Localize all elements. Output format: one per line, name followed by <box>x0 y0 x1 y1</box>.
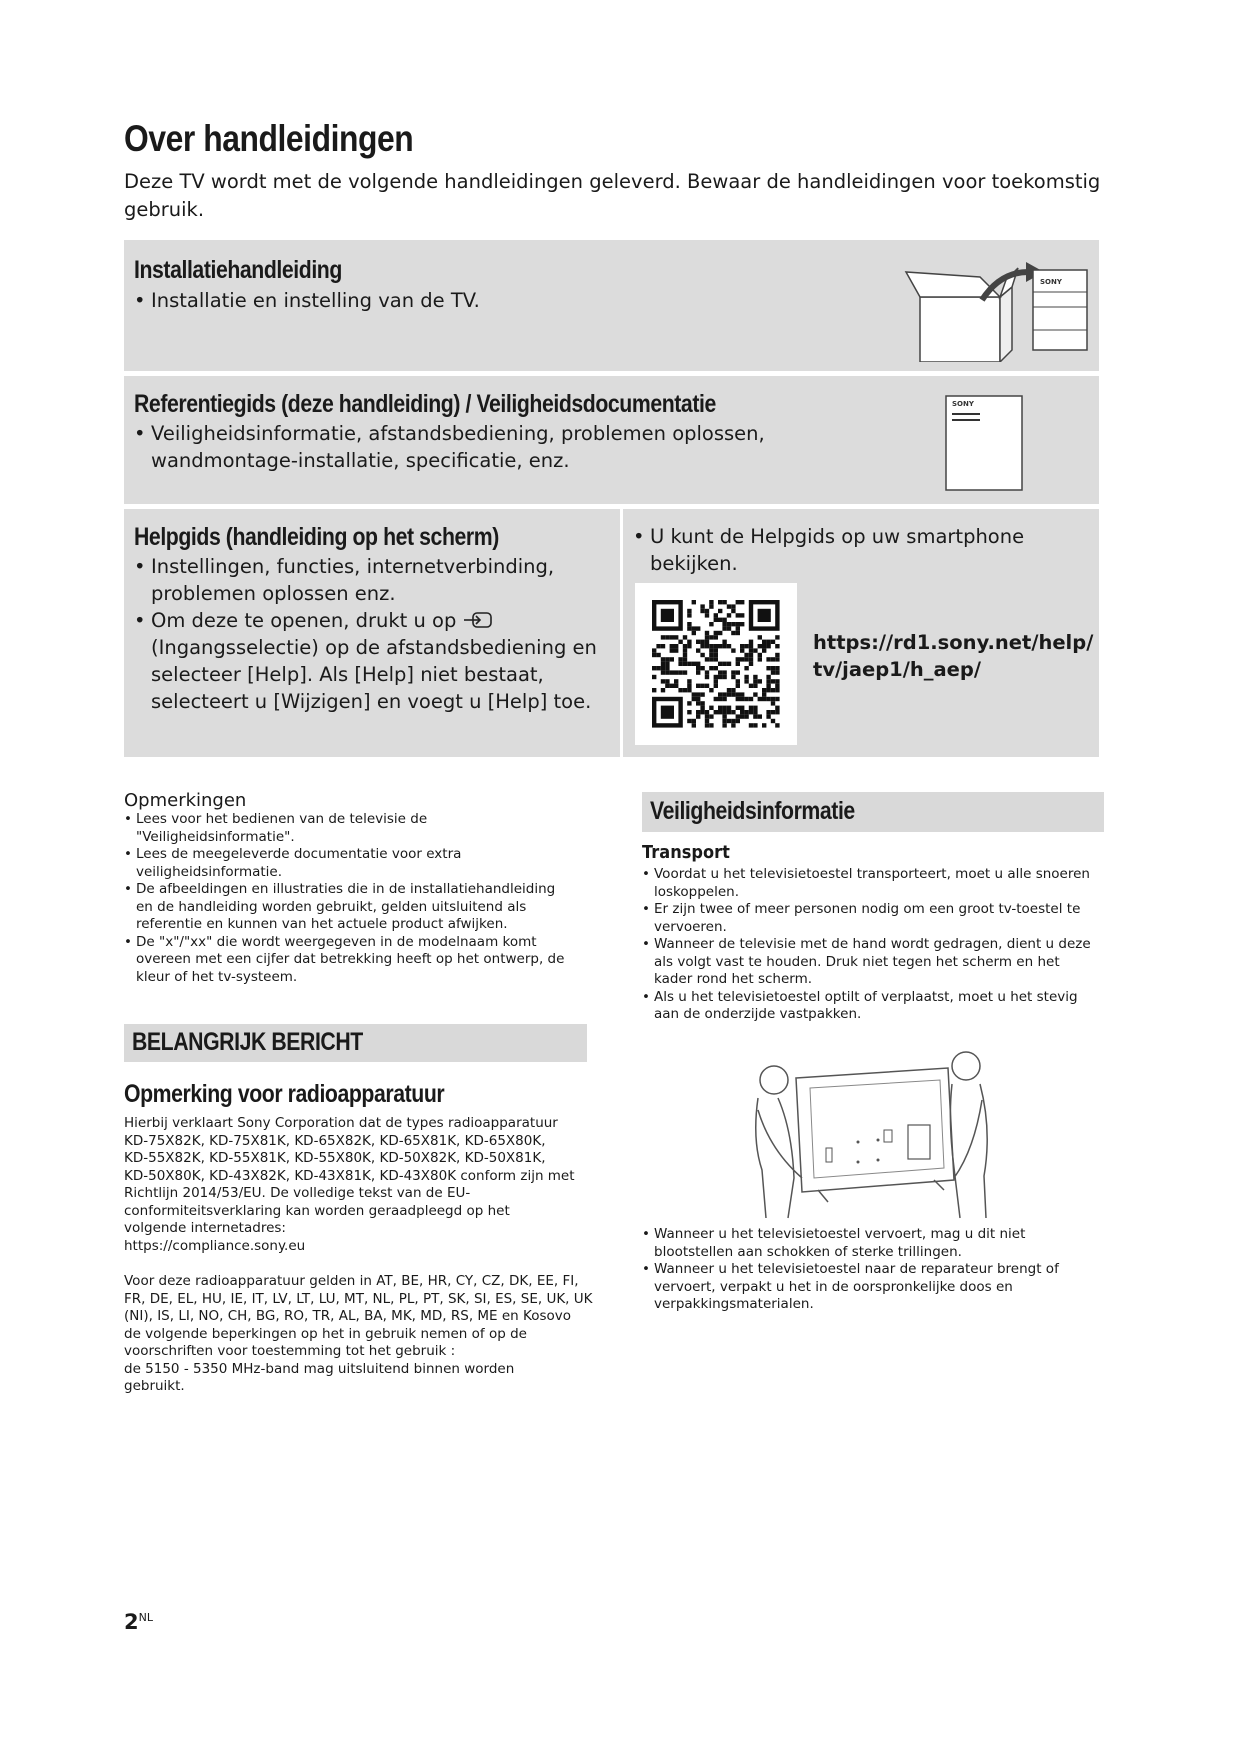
installation-bullet: • Installatie en instelling van de TV. <box>134 287 480 314</box>
qr-code[interactable] <box>635 583 797 745</box>
booklet-brand: SONY <box>952 400 974 408</box>
input-select-icon <box>463 610 493 630</box>
radio-heading: Opmerking voor radioapparatuur <box>124 1080 445 1108</box>
text-line: de volgende beperkingen op het in gebruik nemen of op de <box>124 1325 527 1342</box>
list-item: • Wanneer de televisie met de hand wordt gedragen, dient u deze <box>642 936 1107 954</box>
text-line: KD-55X82K, KD-55X81K, KD-55X80K, KD-50X82K, KD-50X81K, <box>124 1150 546 1166</box>
helpguide-mobile-panel <box>623 509 1099 757</box>
notes-list <box>124 811 594 986</box>
list-item-continuation: en de handleiding worden gebruikt, gelden uitsluitend als <box>136 898 527 915</box>
notes-section <box>124 790 594 986</box>
text-line: conformiteitsverklaring kan worden geraadpleegd op het <box>124 1202 510 1219</box>
box-manual-brand: SONY <box>1040 278 1062 286</box>
text-line: de 5150 - 5350 MHz-band mag uitsluitend binnen worden <box>124 1360 515 1377</box>
list-item: • Wanneer u het televisietoestel vervoert, mag u dit niet <box>642 1226 1107 1244</box>
list-item: • De afbeeldingen en illustraties die in de installatiehandleiding <box>124 881 594 899</box>
text-line: voorschriften voor toestemming tot het gebruik : <box>124 1343 456 1359</box>
radio-restrictions <box>124 1273 604 1396</box>
list-item-continuation: kleur of het tv-systeem. <box>136 968 298 985</box>
installation-panel <box>124 240 1099 371</box>
helpguide-panel <box>124 509 620 757</box>
text-line: https://compliance.sony.eu <box>124 1237 306 1254</box>
page-title: Over handleidingen <box>124 118 414 159</box>
transport-list-after <box>642 1226 1107 1314</box>
list-item-continuation: "Veiligheidsinformatie". <box>136 828 295 845</box>
list-item: • Er zijn twee of meer personen nodig om een groot tv-toestel te <box>642 901 1107 919</box>
carry-tv-illustration <box>748 1050 998 1220</box>
qr-code-icon <box>635 583 797 745</box>
text-line: Richtlijn 2014/53/EU. De volledige tekst van de EU- <box>124 1185 471 1201</box>
list-item-continuation: veiligheidsinformatie. <box>136 863 283 880</box>
helpguide-bullets: • Instellingen, functies, internetverbinding, problemen oplossen enz. • Om deze te openen, drukt u op (Ingangsselectie) op de afstandsbediening en selecteer [Help]. Als [Help] niet bestaat, selecteert u [Wijzigen] en voegt u [Help] toe. <box>134 553 604 715</box>
radio-declaration <box>124 1115 604 1255</box>
reference-bullet: • Veiligheidsinformatie, afstandsbediening, problemen oplossen, wandmontage-installatie, specificatie, enz. <box>134 420 765 474</box>
list-item: • Wanneer u het televisietoestel naar de reparateur brengt of <box>642 1261 1107 1279</box>
helpguide-url[interactable]: https://rd1.sony.net/help/ tv/jaep1/h_aep/ <box>813 631 1094 681</box>
list-item-continuation: overeen met een cijfer dat betrekking heeft op het ontwerp, de <box>136 951 565 967</box>
text-line: Hierbij verklaart Sony Corporation dat de types radioapparatuur <box>124 1115 558 1131</box>
important-bar <box>124 1024 587 1062</box>
smartphone-bullet: • U kunt de Helpgids op uw smartphone bekijken. <box>633 523 1024 577</box>
transport-list <box>642 866 1107 1024</box>
list-item-continuation: blootstellen aan schokken of sterke trillingen. <box>654 1243 962 1260</box>
booklet-icon <box>944 394 1024 492</box>
safety-bar <box>642 792 1104 832</box>
important-bar-label: BELANGRIJK BERICHT <box>132 1028 363 1056</box>
list-item: • Lees de meegeleverde documentatie voor extra <box>124 846 594 864</box>
text-line: volgende internetadres: <box>124 1220 286 1236</box>
page-number: $2^{NL}$ <box>124 1610 153 1634</box>
box-manual-icon <box>900 262 1090 362</box>
installation-title: Installatiehandleiding <box>134 256 342 284</box>
list-item-continuation: aan de onderzijde vastpakken. <box>654 1006 862 1022</box>
reference-panel <box>124 376 1099 504</box>
safety-bar-label: Veiligheidsinformatie <box>650 797 855 825</box>
list-item-continuation: loskoppelen. <box>654 883 739 900</box>
reference-title: Referentiegids (deze handleiding) / Veiligheidsdocumentatie <box>134 390 716 418</box>
text-line: (NI), IS, LI, NO, CH, BG, RO, TR, AL, BA, MK, MD, RS, ME en Kosovo <box>124 1308 572 1324</box>
text-line: FR, DE, EL, HU, IE, IT, LV, LT, LU, MT, NL, PL, PT, SK, SI, ES, SE, UK, UK <box>124 1290 593 1307</box>
list-item-continuation: verpakkingsmaterialen. <box>654 1296 814 1312</box>
list-item-continuation: vervoert, verpakt u het in de oorspronkelijke doos en <box>654 1278 1013 1295</box>
text-line: gebruikt. <box>124 1378 185 1394</box>
text-line: Voor deze radioapparatuur gelden in AT, BE, HR, CY, CZ, DK, EE, FI, <box>124 1273 579 1289</box>
intro-text: Deze TV wordt met de volgende handleidingen geleverd. Bewaar de handleidingen voor toekomstig gebruik. <box>124 170 1101 221</box>
list-item-continuation: vervoeren. <box>654 918 727 935</box>
list-item-continuation: referentie en kunnen van het actuele product afwijken. <box>136 916 508 932</box>
list-item-continuation: als volgt vast te houden. Druk niet tegen het scherm en het <box>654 953 1060 970</box>
list-item: • Lees voor het bedienen van de televisie de <box>124 811 594 829</box>
list-item: • Voordat u het televisietoestel transporteert, moet u alle snoeren <box>642 866 1107 884</box>
text-line: KD-50X80K, KD-43X82K, KD-43X81K, KD-43X80K conform zijn met <box>124 1167 575 1184</box>
list-item: • Als u het televisietoestel optilt of verplaatst, moet u het stevig <box>642 989 1107 1007</box>
list-item-continuation: kader rond het scherm. <box>654 971 813 987</box>
list-item: • De "x"/"xx" die wordt weergegeven in de modelnaam komt <box>124 934 594 952</box>
helpguide-title: Helpgids (handleiding op het scherm) <box>134 523 499 551</box>
notes-heading: Opmerkingen <box>124 790 247 811</box>
text-line: KD-75X82K, KD-75X81K, KD-65X82K, KD-65X81K, KD-65X80K, <box>124 1132 546 1149</box>
transport-heading: Transport <box>642 842 730 863</box>
